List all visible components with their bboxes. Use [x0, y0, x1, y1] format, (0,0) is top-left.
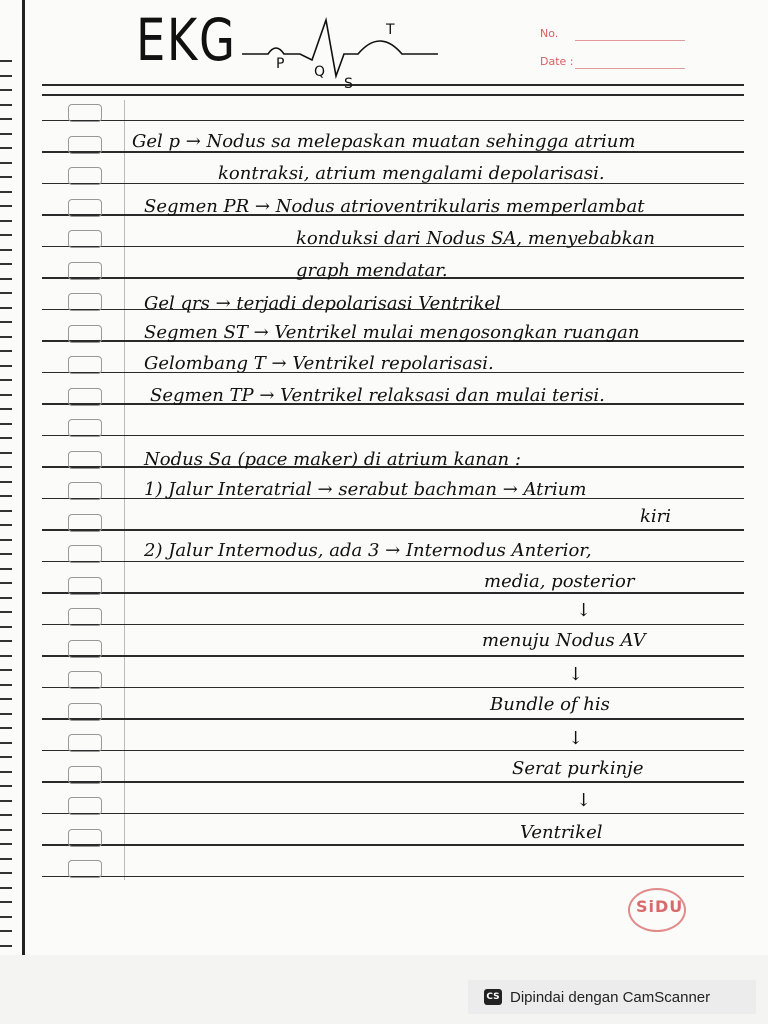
binding-mark — [0, 756, 12, 758]
wave-label-p: P — [276, 56, 285, 72]
row-checkbox — [68, 766, 102, 784]
row-checkbox — [68, 104, 102, 122]
wave-label-s: S — [344, 76, 353, 92]
binding-mark — [0, 133, 12, 135]
row-checkbox — [68, 482, 102, 500]
binding-mark — [0, 452, 12, 454]
ekg-wave-sketch — [240, 12, 440, 92]
binding-mark — [0, 365, 12, 367]
date-label: Date : — [540, 55, 574, 68]
ruled-line — [42, 655, 744, 657]
binding-mark — [0, 336, 12, 338]
row-checkbox — [68, 230, 102, 248]
ruled-line — [42, 120, 744, 122]
binding-mark — [0, 423, 12, 425]
binding-mark — [0, 162, 12, 164]
binding-mark — [0, 930, 12, 932]
row-checkbox — [68, 293, 102, 311]
note-line: Segmen PR → Nodus atrioventrikularis memperlambat — [144, 196, 645, 217]
row-checkbox — [68, 545, 102, 563]
binding-mark — [0, 205, 12, 207]
binding-mark — [0, 698, 12, 700]
wave-label-q: Q — [314, 64, 326, 80]
camscanner-text: Dipindai dengan CamScanner — [510, 988, 711, 1006]
row-checkbox — [68, 262, 102, 280]
binding-mark — [0, 321, 12, 323]
binding-mark — [0, 466, 12, 468]
ruled-line — [42, 876, 744, 878]
binding-mark — [0, 220, 12, 222]
binding-marks — [0, 0, 14, 955]
binding-mark — [0, 539, 12, 541]
binding-mark — [0, 263, 12, 265]
note-line: Gel p → Nodus sa melepaskan muatan sehingga atrium — [132, 131, 636, 152]
binding-mark — [0, 437, 12, 439]
row-checkbox — [68, 451, 102, 469]
row-checkbox — [68, 199, 102, 217]
binding-mark — [0, 379, 12, 381]
row-checkbox — [68, 419, 102, 437]
binding-mark — [0, 307, 12, 309]
binding-mark — [0, 945, 12, 947]
number-label: No. — [540, 27, 559, 40]
binding-mark — [0, 713, 12, 715]
flow-arrow: ↓ — [568, 728, 584, 749]
ruled-line — [42, 750, 744, 752]
row-checkbox — [68, 703, 102, 721]
ekg-wave-path — [242, 20, 438, 76]
binding-mark — [0, 234, 12, 236]
flow-arrow: ↓ — [576, 600, 592, 621]
row-checkbox — [68, 608, 102, 626]
ruled-line — [42, 813, 744, 815]
note-line: Bundle of his — [490, 694, 610, 715]
row-checkbox — [68, 388, 102, 406]
binding-mark — [0, 626, 12, 628]
camscanner-watermark — [468, 980, 756, 1014]
binding-mark — [0, 655, 12, 657]
binding-mark — [0, 742, 12, 744]
row-checkbox — [68, 167, 102, 185]
binding-mark — [0, 350, 12, 352]
binding-mark — [0, 524, 12, 526]
binding-mark — [0, 597, 12, 599]
binding-mark — [0, 814, 12, 816]
binding-mark — [0, 568, 12, 570]
ruled-line — [42, 529, 744, 531]
binding-mark — [0, 104, 12, 106]
row-checkbox — [68, 514, 102, 532]
binding-mark — [0, 582, 12, 584]
note-line: Nodus Sa (pace maker) di atrium kanan : — [144, 449, 521, 470]
binding-mark — [0, 611, 12, 613]
date-underline — [575, 68, 685, 69]
binding-mark — [0, 176, 12, 178]
binding-mark — [0, 887, 12, 889]
note-line: kontraksi, atrium mengalami depolarisasi. — [218, 163, 605, 184]
binding-mark — [0, 510, 12, 512]
binding-mark — [0, 669, 12, 671]
note-line: kiri — [640, 506, 672, 527]
row-checkbox — [68, 325, 102, 343]
binding-mark — [0, 872, 12, 874]
note-line: Segmen TP → Ventrikel relaksasi dan mulai terisi. — [150, 385, 605, 406]
row-checkbox — [68, 734, 102, 752]
binding-mark — [0, 553, 12, 555]
note-line: media, posterior — [484, 571, 635, 592]
binding-mark — [0, 916, 12, 918]
note-line: Segmen ST → Ventrikel mulai mengosongkan ruangan — [144, 322, 640, 343]
row-checkbox — [68, 640, 102, 658]
binding-mark — [0, 858, 12, 860]
margin-line — [124, 100, 125, 880]
flow-arrow: ↓ — [576, 790, 592, 811]
note-line: Gelombang T → Ventrikel repolarisasi. — [144, 353, 494, 374]
row-checkbox — [68, 671, 102, 689]
binding-mark — [0, 843, 12, 845]
binding-mark — [0, 684, 12, 686]
binding-mark — [0, 727, 12, 729]
binding-mark — [0, 278, 12, 280]
header-rule — [42, 94, 744, 96]
page-title: EKG — [136, 6, 237, 74]
ruled-line — [42, 781, 744, 783]
binding-mark — [0, 408, 12, 410]
ruled-line — [42, 592, 744, 594]
ruled-line — [42, 844, 744, 846]
row-checkbox — [68, 136, 102, 154]
camscanner-icon: CS — [484, 989, 502, 1005]
binding-mark — [0, 89, 12, 91]
note-line: 1) Jalur Interatrial → serabut bachman → Atrium — [144, 479, 587, 500]
row-checkbox — [68, 577, 102, 595]
binding-mark — [0, 771, 12, 773]
note-line: konduksi dari Nodus SA, menyebabkan — [296, 228, 655, 249]
row-checkbox — [68, 356, 102, 374]
binding-mark — [0, 800, 12, 802]
row-checkbox — [68, 860, 102, 878]
ruled-line — [42, 718, 744, 720]
binding-mark — [0, 829, 12, 831]
binding-mark — [0, 785, 12, 787]
binding-mark — [0, 75, 12, 77]
note-line: graph mendatar. — [296, 260, 448, 281]
note-line: Gel qrs → terjadi depolarisasi Ventrikel — [144, 293, 501, 314]
binding-mark — [0, 249, 12, 251]
binding-mark — [0, 495, 12, 497]
note-line: Ventrikel — [520, 822, 603, 843]
brand-stamp-text: SiDU — [636, 897, 684, 916]
binding-mark — [0, 481, 12, 483]
note-line: menuju Nodus AV — [482, 630, 646, 651]
note-line: 2) Jalur Internodus, ada 3 → Internodus Anterior, — [144, 540, 592, 561]
note-line: Serat purkinje — [512, 758, 644, 779]
ruled-line — [42, 624, 744, 626]
wave-label-t: T — [386, 22, 395, 38]
binding-mark — [0, 191, 12, 193]
ruled-line — [42, 435, 744, 437]
flow-arrow: ↓ — [568, 664, 584, 685]
binding-mark — [0, 118, 12, 120]
binding-mark — [0, 292, 12, 294]
binding-mark — [0, 60, 12, 62]
binding-mark — [0, 147, 12, 149]
page-edge-line — [22, 0, 25, 955]
binding-mark — [0, 394, 12, 396]
binding-mark — [0, 901, 12, 903]
ruled-line — [42, 687, 744, 689]
row-checkbox — [68, 797, 102, 815]
number-underline — [575, 40, 685, 41]
row-checkbox — [68, 829, 102, 847]
binding-mark — [0, 640, 12, 642]
